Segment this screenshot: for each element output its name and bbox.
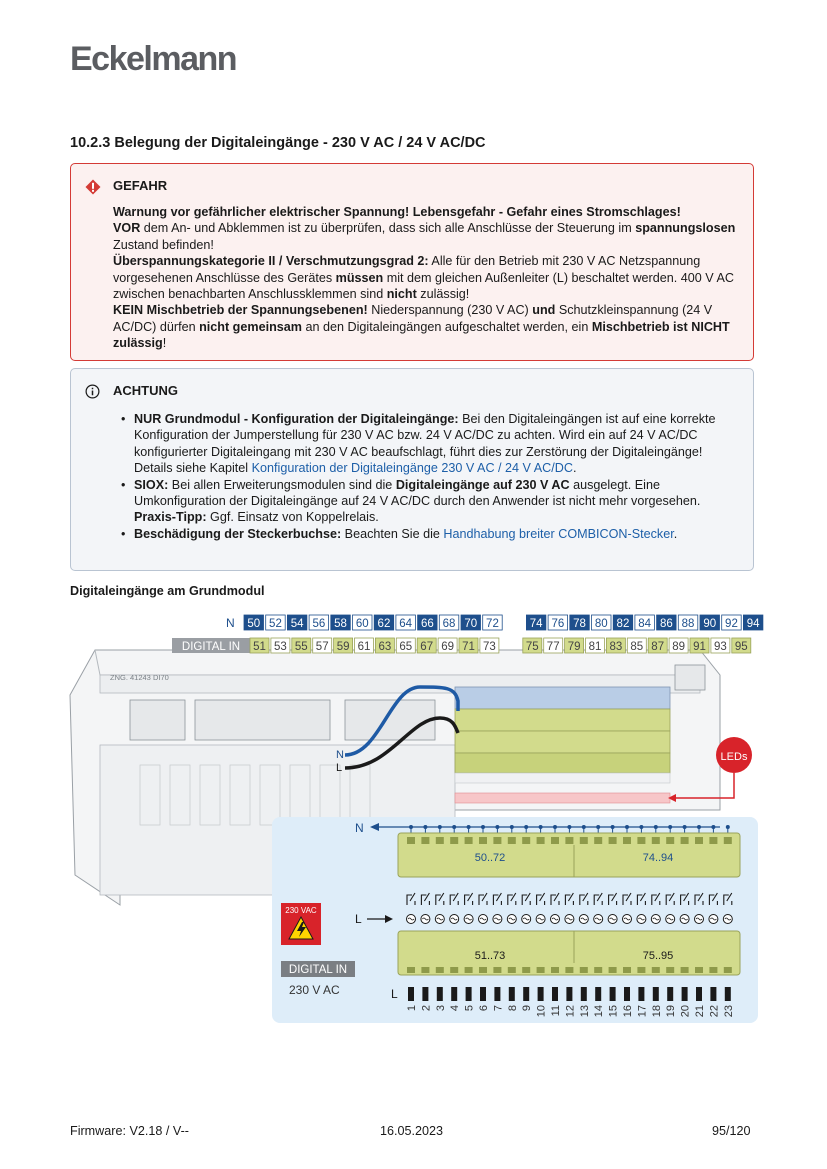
text: . [673,526,678,541]
screw-terminal [695,837,703,844]
screw-terminal [652,837,660,844]
screw-terminal [609,967,617,973]
screw-terminal [522,837,530,844]
channel-marker [610,987,616,1001]
figure-subheading: Digitaleingänge am Grundmodul [70,584,265,598]
screw-terminal [479,967,487,973]
channel-number: 20 [679,1005,692,1018]
range-top-right: 74..94 [642,852,674,864]
n-junction [481,825,485,829]
text-bold: KEIN Mischbetrieb der Spannungsebenen! [113,303,368,318]
bottom-terminal-number: 83 [609,641,623,653]
bottom-terminal-number: 95 [734,641,748,653]
channel-number: 8 [506,1005,519,1012]
channel-number: 19 [665,1005,678,1018]
caution-box [70,368,754,571]
channel-marker [466,987,472,1001]
eckelmann-logo: Eckelmann [70,40,237,78]
top-terminal-numbers [244,615,763,630]
screw-terminal [436,837,444,844]
screw-terminal [537,967,545,973]
wire-l-label: L [336,762,343,774]
top-terminal-number: 80 [594,618,608,630]
footer-page: 95/120 [712,1124,751,1138]
channel-marker [422,987,428,1001]
screw-terminal [565,837,573,844]
screw-terminal [493,837,501,844]
text: zulässig! [416,287,470,302]
bottom-terminal-number: 79 [567,641,581,653]
n-junction [611,825,615,829]
text-bold: VOR [113,221,141,236]
screw-terminal [623,837,631,844]
bottom-terminal-number: 75 [525,641,539,653]
text: Bei den Digitaleingängen ist auf eine korrekte Konfiguration der Jumperstellung für 230 V AC bzw. 24 V AC/DC zu achten. Wird ein auf 24 V AC/DC konfigurierter Digitaleingang mit 230 V AC beaufschlagt, führt dies zur Zerstörung der Digitaleingänge! Details siehe Kapitel [134,412,716,476]
n-junction [697,825,701,829]
channel-marker [682,987,688,1001]
channel-marker [538,987,544,1001]
n-junction [683,825,687,829]
top-terminal-number: 90 [703,618,717,630]
text: Ggf. Einsatz von Koppelrelais. [206,510,379,525]
text-bold: Mischbetrieb ist NICHT zulässig [113,319,730,351]
top-terminal-number: 56 [312,618,326,630]
screw-terminal [421,837,429,844]
channel-marker [566,987,572,1001]
channel-marker [595,987,601,1001]
bottom-block-screws [407,967,732,973]
screw-terminal [652,967,660,973]
top-terminal-number: 60 [355,618,369,630]
n-junction [553,825,557,829]
screw-terminal [522,967,530,973]
bottom-terminal-number: 69 [441,641,454,653]
screw-terminal [508,967,516,973]
danger-paragraph [113,302,739,351]
n-junction [495,825,499,829]
screw-terminal [681,837,689,844]
channel-marker [667,987,673,1001]
text: Beachten Sie die [341,526,444,541]
screw-terminal [709,837,717,844]
top-terminal-number: 62 [377,618,391,630]
text-bold: NUR Grundmodul - Konfiguration der Digitaleingänge: [134,412,459,426]
channel-number: 1 [406,1005,418,1012]
channel-number: 13 [578,1005,591,1018]
channel-number: 11 [550,1005,562,1017]
channel-number: 3 [434,1005,447,1012]
channel-number: 2 [420,1005,433,1012]
n-junction [524,825,528,829]
channel-marker [581,987,587,1001]
bottom-terminal-number: 71 [462,641,475,653]
channel-number: 12 [564,1005,577,1018]
text: mit dem gleichen Außenleiter (L) beschaltet werden. 400 V AC zwischen benachbarten Anschlussklemmen sind [113,270,734,302]
list-item [121,526,739,542]
text: dem An- und Abklemmen ist zu überprüfen, dass sich alle Anschlüsse der Steuerung im [140,221,636,236]
screw-terminal [493,967,501,973]
n-junction [668,825,672,829]
top-terminal-number: 84 [638,618,652,630]
top-terminal-number: 78 [573,618,586,630]
screw-terminal [551,967,559,973]
list-item [121,411,739,477]
screw-terminal [637,967,645,973]
n-junction [467,825,471,829]
detail-l-label: L [355,912,362,926]
channel-number: 16 [622,1005,634,1018]
channel-marker [523,987,529,1001]
n-junction [625,825,629,829]
top-terminal-number: 66 [420,618,434,630]
bottom-terminal-number: 81 [588,641,602,653]
top-terminal-number: 64 [399,618,413,630]
text-bold: und [532,303,556,318]
screw-terminal [724,967,732,973]
combicon-link[interactable]: Handhabung breiter COMBICON-Stecker [443,526,674,541]
digital-inputs-figure [0,605,827,1025]
channel-marker [552,987,558,1001]
screw-terminal [479,837,487,844]
footer-date: 16.05.2023 [380,1124,444,1138]
channel-marker [653,987,659,1001]
bottom-terminal-number: 77 [546,641,560,653]
bottom-terminal-number: 93 [714,641,727,653]
channel-number: 7 [492,1005,505,1012]
text-bold: müssen [335,270,384,285]
n-junction [639,825,643,829]
screw-terminal [637,837,645,844]
top-terminal-number: 86 [659,618,673,630]
top-terminal-number: 72 [486,618,499,630]
screw-terminal [565,967,573,973]
voltage-badge-label: 230 VAC [285,906,317,915]
screw-terminal [450,967,458,973]
n-junction [711,825,715,829]
top-block-screws [407,837,732,844]
input-lamps [407,915,733,924]
channel-marker [509,987,515,1001]
text: ausgelegt. Eine Umkonfiguration der Digitaleingänge auf 24 V AC/DC durch den Anwender ist nicht mehr vorgesehen. [134,477,701,509]
n-junction [452,825,456,829]
screw-terminal [666,837,674,844]
caution-title: ACHTUNG [113,383,178,398]
screw-terminal [609,837,617,844]
screw-terminal [594,967,602,973]
caution-body [113,411,739,542]
screw-terminal [551,837,559,844]
danger-warning: Warnung vor gefährlicher elektrischer Spannung! Lebensgefahr - Gefahr eines Stromschlages! [113,205,681,219]
text-bold: Überspannungskategorie II / Verschmutzungsgrad 2: [113,254,429,269]
screw-terminal [580,967,588,973]
text: Alle für den Betrieb mit 230 V AC Netzspannung vorgesehenen Anschlüsse des Gerätes [113,254,701,285]
footer-firmware: Firmware: V2.18 / V-- [70,1124,189,1138]
text: Zustand befinden! [113,237,214,252]
channel-marker [624,987,630,1001]
text: Bei allen Erweiterungsmodulen sind die [168,477,396,492]
top-terminal-number: 76 [551,618,565,630]
screw-terminal [465,967,473,973]
channel-marker [494,987,500,1001]
section-heading: 10.2.3 Belegung der Digitaleingänge - 230 V AC / 24 V AC/DC [70,135,486,151]
top-terminal-number: 74 [529,618,543,630]
n-junction [510,825,514,829]
top-terminal-number: 92 [725,618,738,630]
n-junction [423,825,427,829]
bottom-terminal-number: 51 [253,641,266,653]
screw-terminal [594,837,602,844]
channel-number: 22 [708,1005,721,1018]
detail-voltage-label: 230 V AC [289,983,340,997]
screw-terminal [695,967,703,973]
channel-number: 5 [463,1005,476,1012]
top-n-label: N [226,616,235,630]
channel-number: 14 [593,1005,606,1018]
n-junction [567,825,571,829]
text-bold: nicht gemeinsam [199,319,302,334]
screw-terminal [537,837,545,844]
config-link[interactable]: Konfiguration der Digitaleingänge 230 V AC / 24 V AC/DC [251,461,573,476]
screw-terminal [666,967,674,973]
top-terminal-number: 88 [681,618,695,630]
bottom-terminal-number: 73 [483,641,496,653]
n-junction [654,825,658,829]
screw-terminal [407,837,415,844]
danger-paragraph [113,220,739,253]
range-top-left: 50..72 [474,852,506,864]
detail-n-label: N [355,821,364,835]
bottom-terminal-number: 53 [274,641,287,653]
screw-terminal [681,967,689,973]
list-item [121,477,739,526]
channel-number: 21 [694,1005,706,1018]
digital-in-label: DIGITAL IN [181,641,241,653]
screw-terminal [436,967,444,973]
screw-terminal [508,837,516,844]
screw-terminal [421,967,429,973]
info-circle-icon [85,384,100,399]
channel-number: 18 [650,1005,663,1018]
channel-number: 17 [636,1005,649,1018]
top-terminal-number: 70 [464,618,478,630]
bottom-terminal-number: 63 [378,641,392,653]
screw-terminal [724,837,732,844]
bottom-terminal-number: 91 [693,641,706,653]
top-terminal-number: 54 [290,618,304,630]
bottom-terminal-number: 59 [336,641,350,653]
channel-marker [725,987,731,1001]
screw-terminal [709,967,717,973]
text: an den Digitaleingängen aufgeschaltet werden, ein [301,319,592,334]
screw-terminal [407,967,415,973]
screw-terminal [623,967,631,973]
channel-number: 4 [449,1005,462,1012]
bottom-terminal-number: 61 [357,641,371,653]
text: Schutzkleinspannung (24 V AC/DC) dürfen [113,303,713,334]
channel-marker [480,987,486,1001]
text-bold: spannungslosen [635,221,736,236]
n-junction [539,825,543,829]
text-bold: Digitaleingänge auf 230 V AC [395,477,570,492]
n-junction [582,825,586,829]
text-bold: Beschädigung der Steckerbuchse: [134,526,342,541]
n-junction [726,825,730,829]
caution-list [113,411,739,542]
danger-body [113,204,739,352]
range-bottom-right: 75..95 [642,950,674,962]
channel-marker [437,987,443,1001]
channel-marker [408,987,414,1001]
bottom-terminal-number: 85 [630,641,644,653]
danger-paragraph [113,204,739,220]
channel-marker [710,987,716,1001]
text: . [572,461,577,476]
danger-box [70,163,754,361]
text: ! [162,336,167,351]
channel-number: 23 [722,1005,735,1018]
wire-n-label: N [336,749,344,761]
screw-terminal [450,837,458,844]
range-bottom-left: 51..73 [474,950,506,962]
n-junction [438,825,442,829]
bottom-terminal-number: 87 [651,641,665,653]
channel-number: 9 [521,1005,534,1012]
leds-label: LEDs [720,751,748,763]
top-terminal-number: 52 [269,618,282,630]
top-terminal-number: 58 [334,618,347,630]
channel-marker [638,987,644,1001]
screw-terminal [580,837,588,844]
bottom-terminal-number: 65 [399,641,413,653]
screw-terminal [465,837,473,844]
warning-diamond-icon [85,179,101,195]
l-marker-label: L [391,987,398,1001]
top-terminal-number: 68 [442,618,456,630]
channel-number: 6 [478,1005,490,1012]
n-junction [596,825,600,829]
channel-marker [696,987,702,1001]
channel-number: 10 [535,1005,548,1018]
top-terminal-number: 50 [247,618,261,630]
text-bold: nicht [386,287,417,302]
top-terminal-number: 94 [746,618,760,630]
bottom-terminal-number: 67 [420,641,434,653]
danger-title: GEFAHR [113,178,168,193]
bottom-terminal-number: 55 [294,641,308,653]
n-junction [409,825,413,829]
top-terminal-number: 82 [616,618,630,630]
channel-marker [451,987,457,1001]
text: Niederspannung (230 V AC) [367,303,533,318]
text-bold: Praxis-Tipp: [134,510,207,525]
detail-digital-in-label: DIGITAL IN [288,964,348,976]
channel-number: 15 [607,1005,620,1018]
danger-paragraph [113,253,739,302]
bottom-terminal-number: 89 [672,641,685,653]
text-bold: SIOX: [134,477,169,492]
device-label: ZNG. 41243 DI70 [110,673,169,682]
bottom-terminal-number: 57 [315,641,329,653]
